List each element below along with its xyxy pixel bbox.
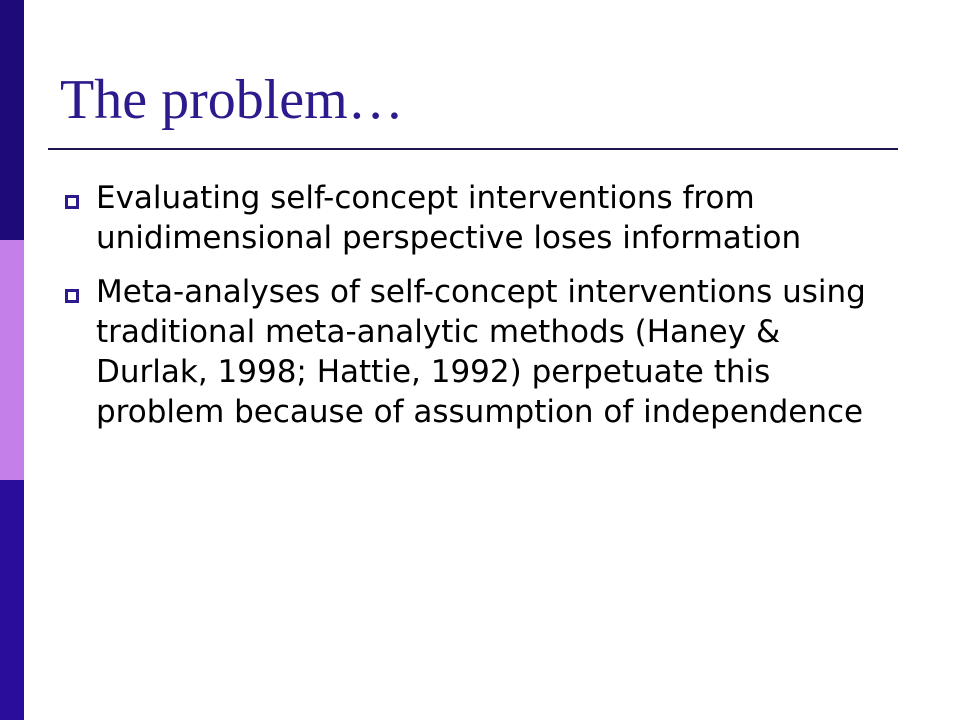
side-bar-middle-segment [0, 240, 24, 480]
hollow-square-bullet-icon [65, 289, 79, 303]
bullet-text: Meta-analyses of self-concept interventions using traditional meta-analytic methods (Haney & Durlak, 1998; Hattie, 1992) perpetuate this problem because of assumption of independence [96, 274, 866, 430]
hollow-square-bullet-icon [65, 195, 79, 209]
bullet-list [60, 178, 900, 446]
bullet-item [60, 272, 900, 432]
title-underline [48, 148, 898, 150]
side-bar-bottom-segment [0, 480, 24, 720]
bullet-item [60, 178, 900, 258]
slide-title: The problem… [60, 69, 404, 131]
bullet-text: Evaluating self-concept interventions from unidimensional perspective loses information [96, 180, 802, 256]
side-bar-top-segment [0, 0, 24, 240]
decorative-side-bar [0, 0, 24, 720]
